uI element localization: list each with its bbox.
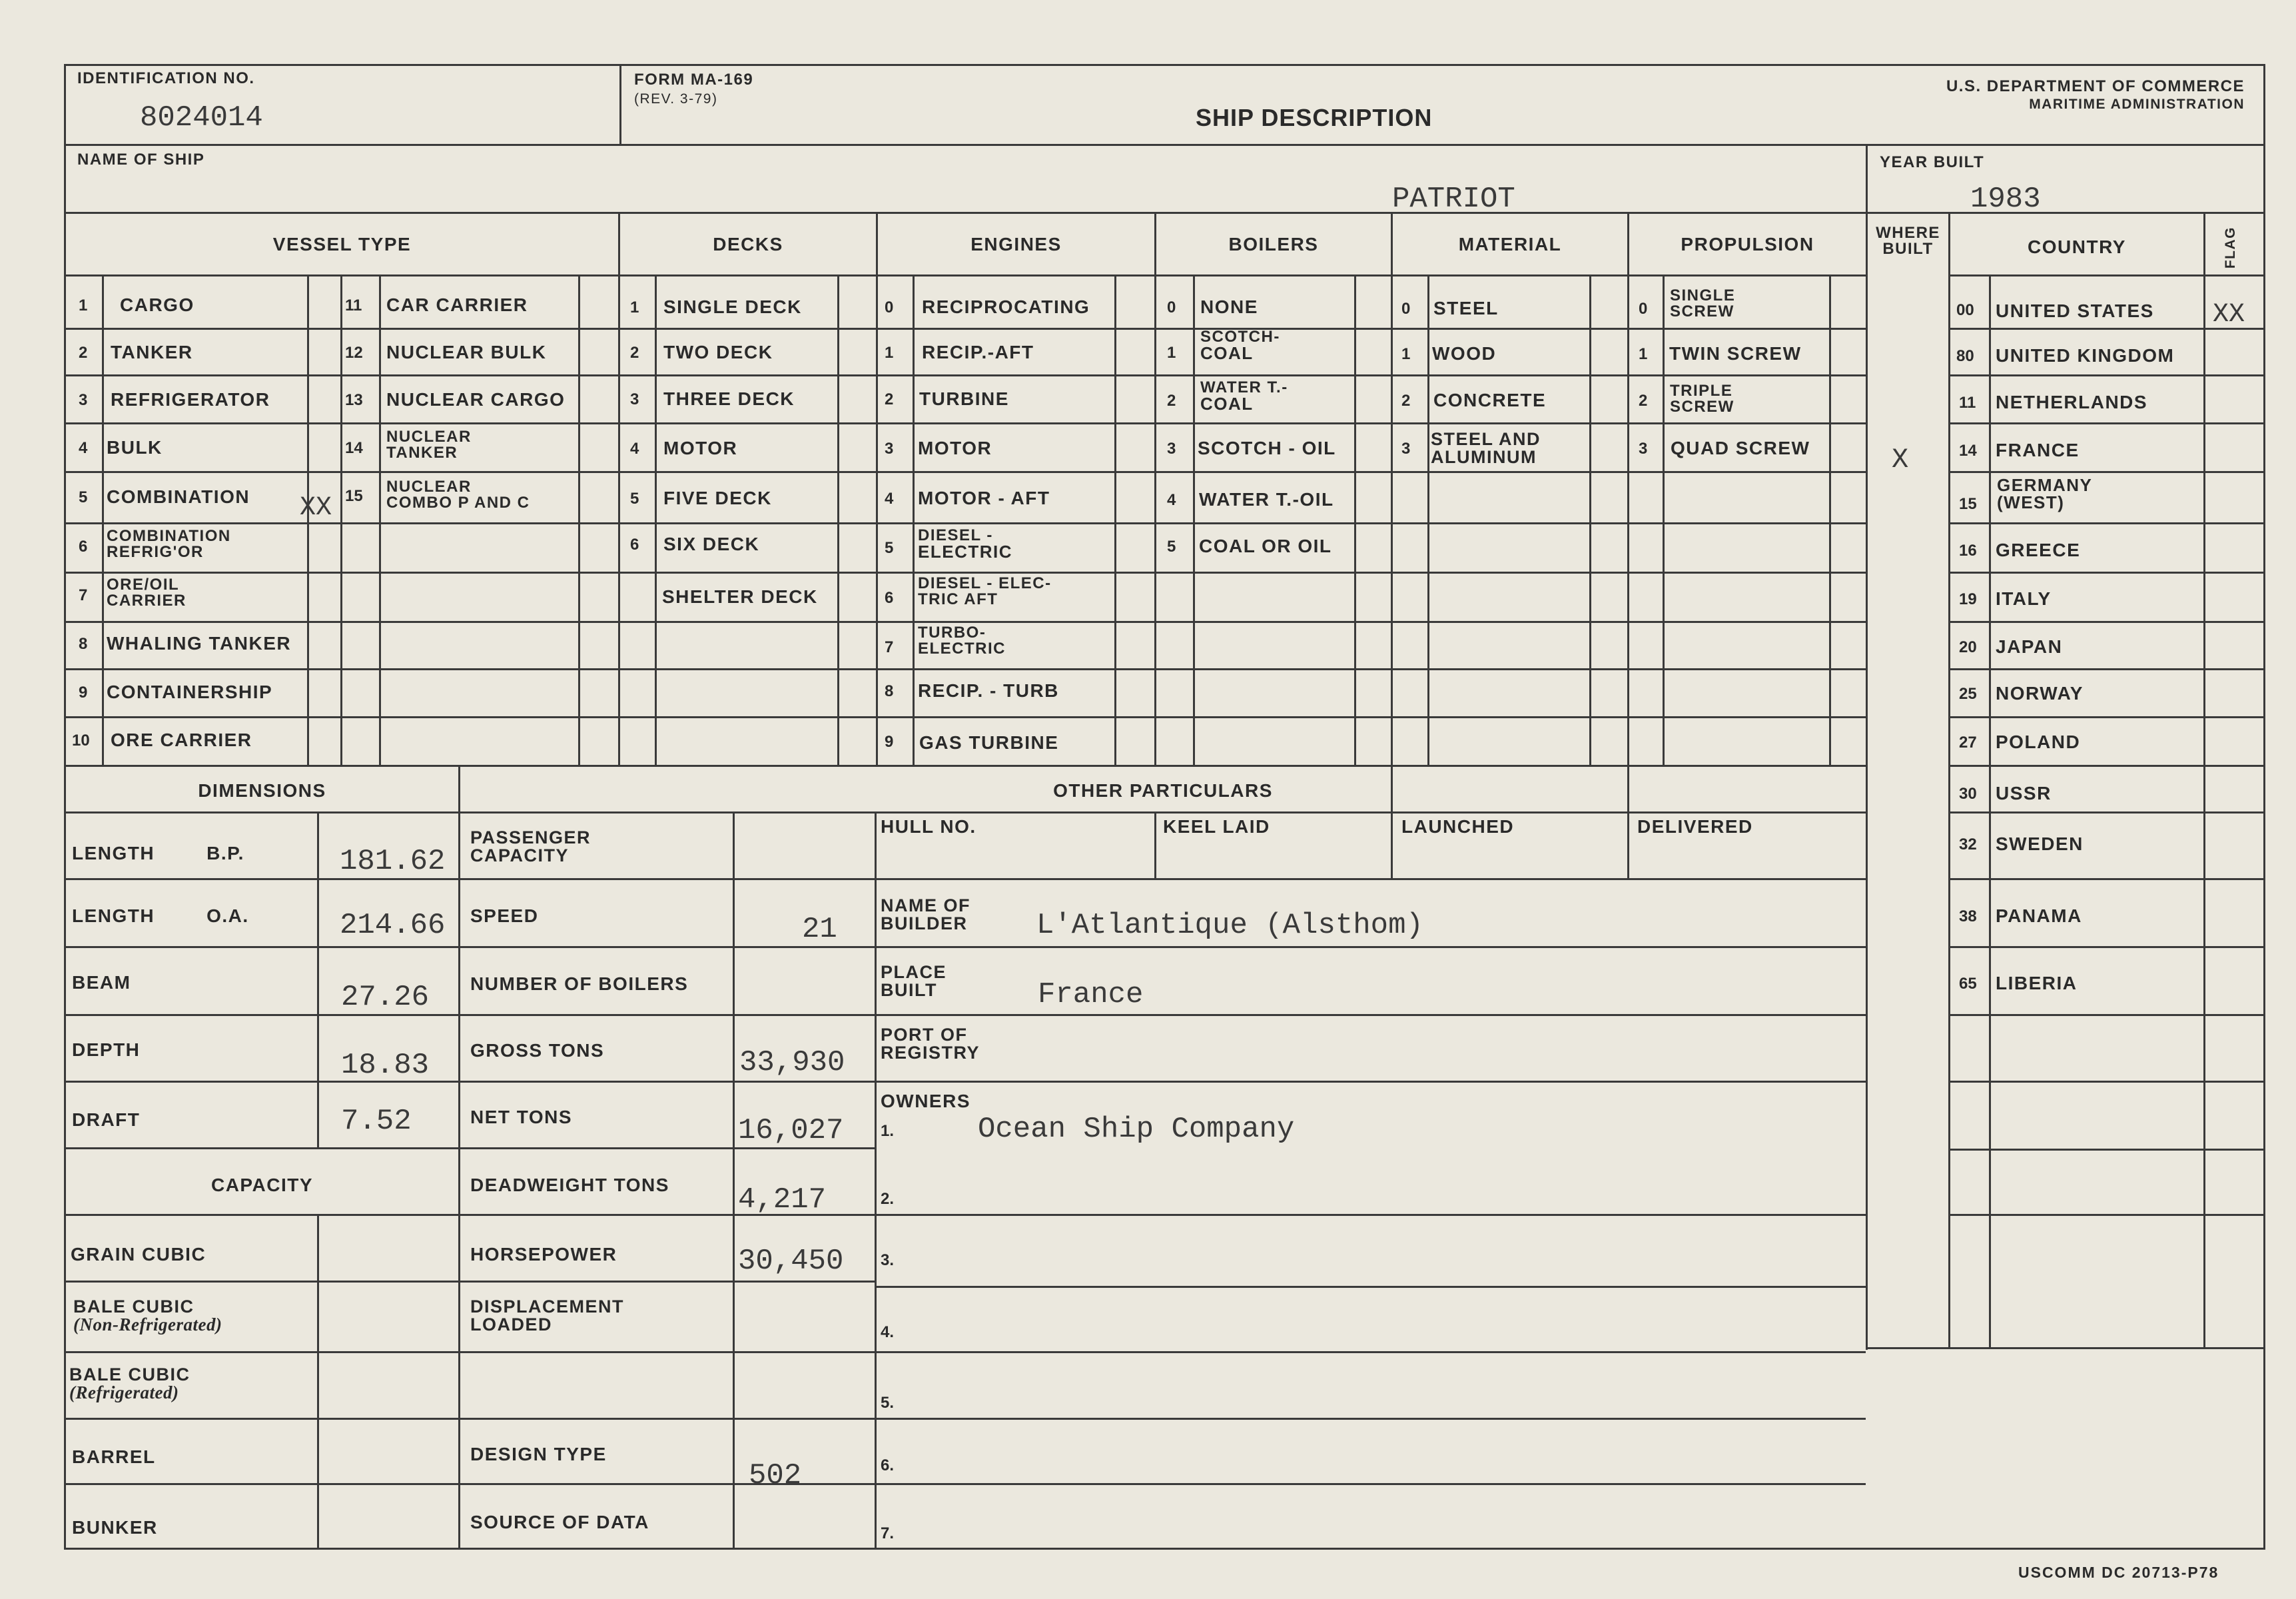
- country-num: 15: [1959, 495, 1977, 513]
- vessel-type-num: 15: [345, 487, 363, 505]
- boiler-label: COAL OR OIL: [1199, 536, 1332, 556]
- country-label: UNITED KINGDOM: [1996, 345, 2175, 366]
- propulsion-label: QUAD SCREW: [1671, 438, 1810, 458]
- where-built-mark: X: [1892, 444, 1909, 476]
- owner-num: 6.: [881, 1456, 895, 1474]
- design-type-label: DESIGN TYPE: [470, 1444, 607, 1464]
- builder-value: L'Atlantique (Alsthom): [1036, 909, 1423, 942]
- form-number: FORM MA-169: [634, 71, 754, 89]
- engine-num: 1: [885, 344, 894, 362]
- vessel-type-label-line1: NUCLEAR: [386, 478, 472, 496]
- engine-num: 8: [885, 682, 894, 700]
- draft-value: 7.52: [341, 1105, 412, 1138]
- beam-value: 27.26: [341, 981, 430, 1014]
- keel-laid-label: KEEL LAID: [1163, 816, 1270, 837]
- boiler-label: WATER T.-OIL: [1199, 489, 1334, 510]
- propulsion-num: 3: [1639, 440, 1648, 458]
- footer-code: USCOMM DC 20713-P78: [2018, 1564, 2219, 1581]
- vessel-type-num: 6: [79, 538, 88, 556]
- engine-label: RECIPROCATING: [922, 296, 1090, 317]
- vessel-type-label: [107, 577, 187, 608]
- passenger-capacity-label: [470, 829, 591, 864]
- boiler-label: [1200, 380, 1288, 412]
- country-num: 32: [1959, 835, 1977, 853]
- engines-header: ENGINES: [970, 234, 1062, 255]
- deck-num: 3: [630, 390, 639, 408]
- net-tons-label: NET TONS: [470, 1107, 573, 1127]
- deck-num: 5: [630, 490, 639, 508]
- deck-label: MOTOR: [663, 438, 738, 458]
- owner-num: 7.: [881, 1524, 895, 1542]
- deck-label: SIX DECK: [663, 534, 760, 554]
- length-oa-label-text: LENGTH: [72, 905, 155, 926]
- bunker-label: BUNKER: [72, 1517, 158, 1538]
- where-built-line2: BUILT: [1882, 239, 1934, 258]
- country-num: 11: [1959, 394, 1976, 412]
- deck-num: 2: [630, 344, 639, 362]
- boiler-label-line2: COAL: [1200, 342, 1254, 363]
- form-title: SHIP DESCRIPTION: [1196, 104, 1433, 131]
- vessel-type-label: [107, 528, 231, 560]
- engine-num: 2: [885, 390, 894, 408]
- propulsion-num: 1: [1639, 345, 1648, 363]
- country-label: UNITED STATES: [1996, 300, 2154, 321]
- ship-name-value: PATRIOT: [1392, 183, 1515, 216]
- deck-num: 1: [630, 298, 639, 316]
- engine-label: RECIP. - TURB: [918, 680, 1059, 701]
- engine-label: [918, 528, 1012, 560]
- vessel-type-label-line2: REFRIG'OR: [107, 542, 204, 561]
- horsepower-value: 30,450: [738, 1245, 844, 1278]
- bale-cubic-r-label: [69, 1366, 191, 1401]
- country-label-line1: GERMANY: [1997, 475, 2093, 495]
- vessel-type-header: VESSEL TYPE: [272, 234, 412, 255]
- boiler-label: NONE: [1200, 296, 1258, 317]
- propulsion-label-line2: SCREW: [1670, 397, 1734, 416]
- vessel-type-num: 1: [79, 296, 88, 314]
- length-oa-suffix: O.A.: [206, 905, 249, 926]
- bale-cubic-nr-line2: (Non-Refrigerated): [73, 1314, 222, 1334]
- place-built-label: [881, 963, 947, 999]
- boilers-header: BOILERS: [1228, 234, 1319, 255]
- engine-num: 6: [885, 589, 894, 607]
- draft-label: DRAFT: [72, 1109, 141, 1130]
- deck-label: SINGLE DECK: [663, 296, 802, 317]
- vessel-type-label: COMBINATION: [107, 486, 250, 507]
- length-oa-label: [72, 906, 249, 925]
- propulsion-label: [1670, 383, 1734, 414]
- engine-label-line1: DIESEL -: [918, 526, 993, 544]
- vessel-type-label: NUCLEAR CARGO: [386, 389, 566, 410]
- vessel-type-label: [386, 479, 530, 510]
- country-num: 14: [1959, 442, 1977, 460]
- vessel-type-num: 12: [345, 344, 363, 362]
- material-label: [1431, 430, 1541, 466]
- vessel-type-num: 9: [79, 684, 88, 702]
- country-num: 30: [1959, 785, 1977, 803]
- deck-num: 4: [630, 440, 639, 458]
- boiler-num: 2: [1167, 392, 1176, 410]
- owner-num: 1.: [881, 1122, 895, 1140]
- engine-label: MOTOR - AFT: [918, 488, 1050, 508]
- speed-value: 21: [802, 913, 837, 946]
- ship-name-label: NAME OF SHIP: [77, 151, 205, 169]
- boiler-label-line1: SCOTCH-: [1200, 328, 1280, 346]
- horsepower-label: HORSEPOWER: [470, 1244, 617, 1265]
- port-line1: PORT OF: [881, 1025, 968, 1045]
- boiler-num: 5: [1167, 538, 1176, 556]
- material-num: 3: [1401, 440, 1411, 458]
- place-built-value: France: [1038, 978, 1144, 1011]
- country-header: COUNTRY: [2028, 237, 2126, 257]
- identification-value: 8024014: [140, 101, 263, 135]
- country-label: PANAMA: [1996, 905, 2082, 926]
- engine-label: GAS TURBINE: [919, 732, 1059, 753]
- boiler-num: 0: [1167, 298, 1176, 316]
- engine-label: RECIP.-AFT: [922, 342, 1034, 362]
- engine-label: TURBINE: [919, 388, 1009, 409]
- passenger-line1: PASSENGER: [470, 827, 591, 847]
- owner-1-value: Ocean Ship Company: [978, 1113, 1295, 1146]
- engine-num: 4: [885, 490, 894, 508]
- country-label: [1997, 477, 2092, 511]
- length-bp-value: 181.62: [340, 845, 446, 878]
- engine-label-line2: TRIC AFT: [918, 590, 998, 608]
- country-num: 25: [1959, 685, 1977, 703]
- vessel-type-label: REFRIGERATOR: [111, 389, 270, 410]
- vessel-type-label: CAR CARRIER: [386, 294, 528, 315]
- country-label: SWEDEN: [1996, 833, 2084, 854]
- vessel-type-label: [386, 429, 472, 460]
- vessel-type-mark: XX: [300, 493, 332, 523]
- net-tons-value: 16,027: [738, 1114, 844, 1147]
- vessel-type-num: 5: [79, 488, 88, 506]
- propulsion-label: [1670, 288, 1735, 319]
- owner-num: 2.: [881, 1190, 895, 1208]
- engine-label-line2: ELECTRIC: [918, 639, 1006, 658]
- propulsion-num: 0: [1639, 300, 1648, 318]
- form-revision: (REV. 3-79): [634, 91, 718, 107]
- boiler-label-line1: WATER T.-: [1200, 378, 1288, 396]
- vessel-type-label: CONTAINERSHIP: [107, 682, 273, 702]
- other-particulars-header: OTHER PARTICULARS: [1053, 780, 1273, 801]
- engine-num: 5: [885, 539, 894, 557]
- year-built-label: YEAR BUILT: [1880, 153, 1985, 171]
- vessel-type-label-line2: CARRIER: [107, 591, 187, 610]
- owners-label: OWNERS: [881, 1091, 970, 1111]
- deck-label: FIVE DECK: [663, 488, 772, 508]
- barrel-label: BARREL: [72, 1446, 156, 1467]
- bale-cubic-nr-label: [73, 1298, 222, 1333]
- vessel-type-label: CARGO: [120, 294, 194, 315]
- design-type-value: 502: [749, 1459, 802, 1492]
- boiler-num: 1: [1167, 344, 1176, 362]
- place-line1: PLACE: [881, 962, 947, 982]
- speed-label: SPEED: [470, 905, 539, 926]
- country-label: GREECE: [1996, 540, 2081, 560]
- propulsion-num: 2: [1639, 392, 1648, 410]
- port-line2: REGISTRY: [881, 1042, 980, 1063]
- country-num: 20: [1959, 638, 1977, 656]
- displacement-label: [470, 1298, 624, 1333]
- engine-label-line2: ELECTRIC: [918, 541, 1012, 562]
- material-label-line1: STEEL AND: [1431, 429, 1541, 449]
- engine-label: [918, 625, 1006, 656]
- propulsion-label-line1: SINGLE: [1670, 286, 1736, 304]
- propulsion-label-line2: SCREW: [1670, 302, 1734, 320]
- country-num: 27: [1959, 734, 1977, 752]
- country-num: 19: [1959, 590, 1977, 608]
- material-label: WOOD: [1432, 343, 1497, 364]
- bale-cubic-nr-line1: BALE CUBIC: [73, 1297, 194, 1317]
- vessel-type-label-line1: ORE/OIL: [107, 576, 180, 594]
- engine-label: MOTOR: [918, 438, 992, 458]
- delivered-label: DELIVERED: [1637, 816, 1753, 837]
- vessel-type-num: 2: [79, 344, 88, 362]
- length-bp-label-text: LENGTH: [72, 843, 155, 863]
- builder-line2: BUILDER: [881, 913, 968, 933]
- grain-cubic-label: GRAIN CUBIC: [71, 1244, 206, 1265]
- vessel-type-label: ORE CARRIER: [111, 730, 252, 750]
- dimensions-header: DIMENSIONS: [198, 780, 326, 801]
- vessel-type-label: BULK: [107, 437, 163, 458]
- material-num: 0: [1401, 300, 1411, 318]
- material-header: MATERIAL: [1458, 234, 1562, 255]
- engine-label-line1: DIESEL - ELEC-: [918, 574, 1052, 592]
- launched-label: LAUNCHED: [1401, 816, 1515, 837]
- country-num: 65: [1959, 975, 1977, 993]
- boiler-label-line2: COAL: [1200, 393, 1254, 414]
- engine-label-line1: TURBO-: [918, 624, 986, 642]
- number-of-boilers-label: NUMBER OF BOILERS: [470, 973, 689, 994]
- passenger-line2: CAPACITY: [470, 845, 570, 865]
- vessel-type-num: 11: [345, 296, 362, 314]
- material-label: STEEL: [1433, 298, 1499, 318]
- department-name: U.S. DEPARTMENT OF COMMERCE: [1946, 77, 2245, 95]
- year-built-value: 1983: [1970, 183, 2041, 216]
- boiler-num: 4: [1167, 491, 1176, 509]
- vessel-type-label-line2: COMBO P AND C: [386, 493, 530, 512]
- gross-tons-value: 33,930: [739, 1046, 845, 1079]
- propulsion-label: TWIN SCREW: [1669, 343, 1802, 364]
- country-label: USSR: [1996, 783, 2052, 803]
- vessel-type-label-line2: TANKER: [386, 443, 458, 462]
- length-oa-value: 214.66: [340, 909, 446, 942]
- engine-num: 0: [885, 298, 894, 316]
- length-bp-suffix: B.P.: [206, 843, 244, 863]
- displacement-line2: LOADED: [470, 1314, 552, 1334]
- country-num: 38: [1959, 907, 1977, 925]
- engine-num: 9: [885, 733, 894, 751]
- vessel-type-num: 8: [79, 635, 88, 653]
- country-label: JAPAN: [1996, 636, 2063, 657]
- deadweight-tons-value: 4,217: [738, 1183, 827, 1217]
- boiler-label: [1200, 329, 1280, 362]
- builder-label: [881, 897, 970, 932]
- country-label: POLAND: [1996, 732, 2081, 752]
- vessel-type-label: WHALING TANKER: [107, 633, 292, 654]
- country-label: NORWAY: [1996, 683, 2084, 704]
- vessel-type-label: TANKER: [111, 342, 193, 362]
- engine-label: [918, 576, 1052, 607]
- owner-num: 3.: [881, 1251, 895, 1269]
- boiler-label: SCOTCH - OIL: [1198, 438, 1336, 458]
- vessel-type-num: 7: [79, 586, 88, 604]
- source-of-data-label: SOURCE OF DATA: [470, 1512, 649, 1532]
- owner-num: 5.: [881, 1394, 895, 1412]
- vessel-type-num: 14: [345, 439, 363, 457]
- flag-mark: XX: [2213, 300, 2245, 330]
- deck-num: 6: [630, 536, 639, 554]
- material-label-line2: ALUMINUM: [1431, 446, 1537, 467]
- capacity-header: CAPACITY: [210, 1175, 314, 1195]
- bale-cubic-r-line2: (Refrigerated): [69, 1382, 179, 1402]
- vessel-type-label: NUCLEAR BULK: [386, 342, 547, 362]
- administration-name: MARITIME ADMINISTRATION: [2029, 97, 2245, 112]
- deck-label: SHELTER DECK: [662, 586, 818, 607]
- beam-label: BEAM: [72, 972, 131, 993]
- vessel-type-num: 13: [345, 391, 363, 409]
- engine-num: 3: [885, 440, 894, 458]
- where-built-line1: WHERE: [1876, 224, 1940, 242]
- vessel-type-label-line1: COMBINATION: [107, 527, 231, 545]
- deadweight-tons-label: DEADWEIGHT TONS: [470, 1175, 669, 1195]
- country-num: 00: [1956, 301, 1974, 319]
- vessel-type-label-line1: NUCLEAR: [386, 428, 472, 446]
- material-num: 1: [1401, 345, 1411, 363]
- gross-tons-label: GROSS TONS: [470, 1040, 605, 1061]
- depth-label: DEPTH: [72, 1039, 141, 1060]
- owner-num: 4.: [881, 1323, 895, 1341]
- country-label: FRANCE: [1996, 440, 2080, 460]
- country-label: NETHERLANDS: [1996, 392, 2148, 412]
- country-label: ITALY: [1996, 588, 2052, 609]
- bale-cubic-r-line1: BALE CUBIC: [69, 1364, 191, 1384]
- material-label: CONCRETE: [1433, 390, 1547, 410]
- country-label-line2: (WEST): [1997, 492, 2065, 512]
- engine-num: 7: [885, 638, 894, 656]
- boiler-num: 3: [1167, 440, 1176, 458]
- country-num: 16: [1959, 542, 1977, 560]
- where-built-header: [1868, 225, 1948, 257]
- identification-label: IDENTIFICATION NO.: [77, 69, 255, 87]
- flag-header: FLAG: [2223, 227, 2238, 269]
- port-of-registry-label: [881, 1026, 980, 1061]
- vessel-type-num: 3: [79, 391, 88, 409]
- deck-label: TWO DECK: [663, 342, 773, 362]
- depth-value: 18.83: [341, 1049, 430, 1082]
- country-num: 80: [1956, 347, 1974, 365]
- length-bp-label: [72, 843, 244, 863]
- material-num: 2: [1401, 392, 1411, 410]
- decks-header: DECKS: [713, 234, 783, 255]
- place-line2: BUILT: [881, 979, 937, 1000]
- country-label: LIBERIA: [1996, 973, 2078, 993]
- builder-line1: NAME OF: [881, 895, 970, 915]
- hull-no-label: HULL NO.: [881, 816, 976, 837]
- vessel-type-num: 10: [72, 732, 90, 750]
- displacement-line1: DISPLACEMENT: [470, 1297, 625, 1317]
- propulsion-header: PROPULSION: [1681, 234, 1814, 255]
- propulsion-label-line1: TRIPLE: [1670, 382, 1733, 400]
- deck-label: THREE DECK: [663, 388, 795, 409]
- vessel-type-num: 4: [79, 439, 88, 457]
